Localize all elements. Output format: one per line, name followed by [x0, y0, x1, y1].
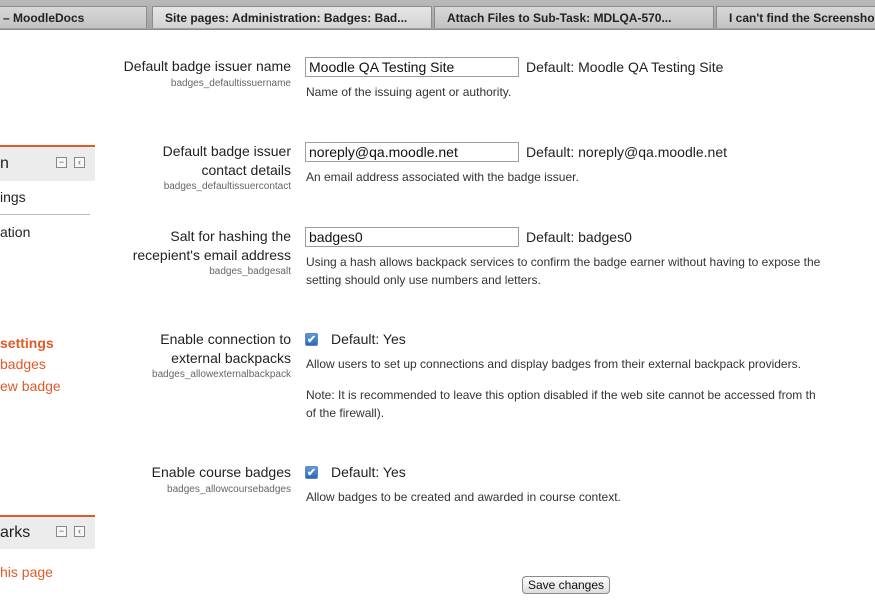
setting-note-line: of the firewall). [306, 406, 385, 420]
browser-tab-moodledocs[interactable] [0, 6, 147, 28]
sidebar-block-header [0, 147, 95, 181]
setting-description: An email address associated with the badge issuer. [306, 170, 579, 184]
default-value: Default: Moodle QA Testing Site [526, 59, 724, 75]
course-badges-checkbox[interactable]: ✔ [306, 467, 317, 479]
save-changes-button[interactable]: Save changes [522, 576, 610, 594]
setting-label-line: contact details [201, 162, 291, 178]
sidebar-link-manage-badges[interactable]: badges [0, 356, 46, 372]
tab-label: Site pages: Administration: Badges: Bad... [165, 11, 408, 25]
browser-tab-screenshot[interactable] [716, 6, 875, 28]
setting-key: badges_allowcoursebadges [167, 484, 291, 495]
setting-description-line: Using a hash allows backpack services to confirm the badge earner without having to expose the [306, 255, 821, 269]
default-value: Default: Yes [331, 464, 406, 480]
setting-description: Name of the issuing agent or authority. [306, 85, 512, 99]
badge-salt-input[interactable] [305, 227, 519, 247]
setting-label-line: Salt for hashing the [170, 228, 291, 244]
setting-label-line: recepient's email address [132, 247, 291, 263]
setting-key: badges_defaultissuercontact [163, 181, 291, 192]
sidebar-block-title: n [0, 155, 9, 172]
setting-label [163, 142, 291, 180]
setting-label-line: Default badge issuer [162, 143, 291, 159]
issuer-contact-input[interactable] [305, 142, 519, 162]
dock-icon[interactable]: ‹ [74, 526, 85, 537]
sidebar-divider [0, 214, 90, 215]
setting-description [306, 253, 820, 289]
setting-key: badges_badgesalt [209, 266, 291, 277]
setting-label: Enable course badges [151, 464, 291, 480]
dock-icon[interactable]: ‹ [74, 157, 85, 168]
minimize-icon[interactable]: − [56, 526, 67, 537]
issuer-name-input[interactable] [305, 57, 519, 77]
sidebar-item-settings[interactable]: ings [0, 189, 26, 205]
external-backpack-checkbox[interactable]: ✔ [306, 334, 317, 346]
setting-note [306, 386, 816, 422]
browser-tab-badges-settings[interactable] [152, 6, 432, 28]
browser-tab-attach-files[interactable] [434, 6, 714, 28]
setting-key: badges_allowexternalbackpack [152, 369, 291, 380]
setting-description: Allow users to set up connections and display badges from their external backpack providers. [306, 357, 801, 371]
setting-label-line: Enable connection to [160, 331, 291, 347]
setting-description: Allow badges to be created and awarded in course context. [306, 490, 621, 504]
browser-tab-bar [0, 0, 875, 30]
sidebar-block-title: arks [0, 524, 31, 541]
setting-note-line: Note: It is recommended to leave this option disabled if the web site cannot be accessed from th [306, 388, 816, 402]
default-value: Default: badges0 [526, 229, 632, 245]
setting-description-line: setting should only use numbers and letters. [306, 273, 541, 287]
sidebar-link-new-badge[interactable]: ew badge [0, 378, 61, 394]
setting-label [133, 227, 291, 265]
tab-label: I can't find the Screensho [729, 11, 875, 25]
sidebar-link-badge-settings[interactable]: settings [0, 335, 54, 351]
tab-label: – MoodleDocs [3, 11, 85, 25]
sidebar-link-bookmark-page[interactable]: his page [0, 564, 53, 580]
setting-key: badges_defaultissuername [170, 78, 291, 89]
setting-label: Default badge issuer name [123, 58, 291, 74]
minimize-icon[interactable]: − [56, 157, 67, 168]
setting-label [160, 330, 291, 368]
sidebar-item-administration[interactable]: ation [0, 224, 31, 240]
default-value: Default: noreply@qa.moodle.net [526, 144, 727, 160]
setting-label-line: external backpacks [171, 350, 291, 366]
tab-label: Attach Files to Sub-Task: MDLQA-570... [447, 11, 672, 25]
sidebar-block-header-bookmarks [0, 517, 95, 549]
default-value: Default: Yes [331, 331, 406, 347]
